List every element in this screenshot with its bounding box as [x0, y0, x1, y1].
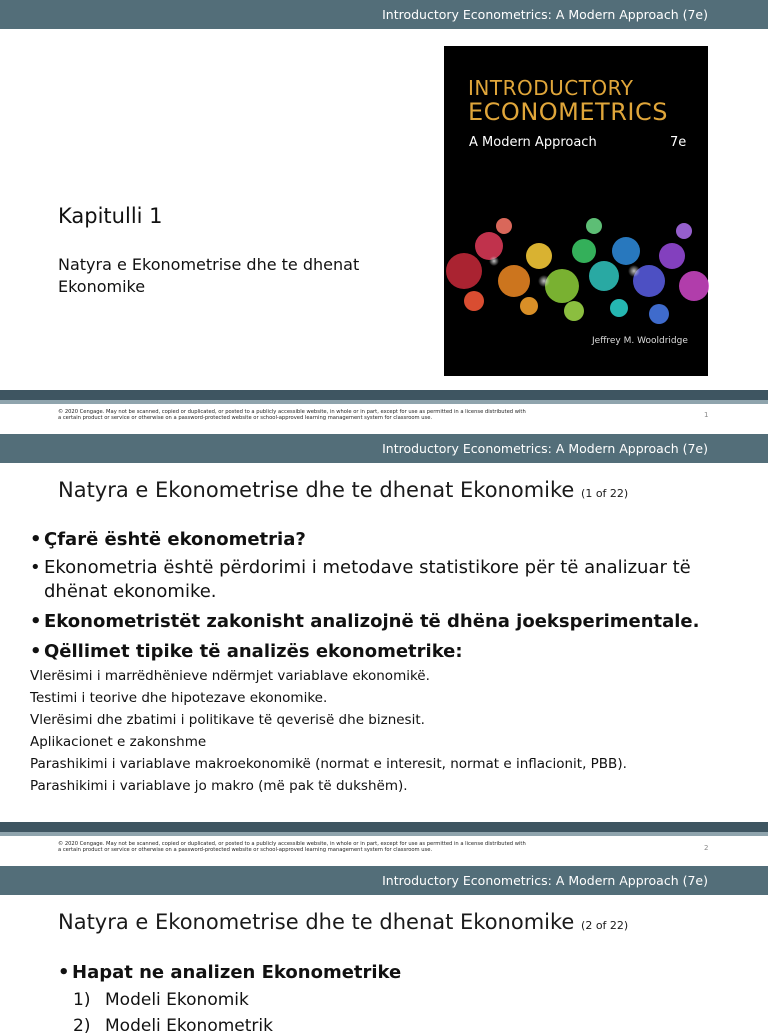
list-item: Aplikacionet e zakonshme [30, 734, 207, 750]
page-number: 2 [704, 844, 709, 852]
slide-3 [0, 866, 768, 1036]
cover-title-line1: INTRODUCTORY [468, 76, 634, 100]
bullet-4: • Qëllimet tipike të analizës ekonometrike: [30, 641, 463, 662]
copyright-notice: © 2020 Cengage. May not be scanned, copied or duplicated, or posted to a publicly accessible website, in whole or in part, except for use as permitted in a license distributed with a certain product or service or otherwise on a password-protected website or school-approved learning management system for classroom use. [58, 409, 526, 422]
cover-title-line2: ECONOMETRICS [468, 98, 668, 126]
bullet-1: • Hapat ne analizen Ekonometrike [58, 962, 402, 983]
list-item: Parashikimi i variablave jo makro (më pak të dukshëm). [30, 778, 408, 794]
list-item: Vlerësimi dhe zbatimi i politikave të qeverisë dhe biznesit. [30, 712, 425, 728]
slide-count: (2 of 22) [581, 919, 629, 932]
slide-header: Introductory Econometrics: A Modern Approach (7e) [0, 866, 768, 895]
chapter-title: Kapitulli 1 [58, 204, 163, 228]
slide-header: Introductory Econometrics: A Modern Approach (7e) [0, 434, 768, 463]
slide-1 [0, 0, 768, 432]
bullet-3: • Ekonometristët zakonisht analizojnë të dhëna joeksperimentale. [30, 611, 700, 632]
bullet-2: • Ekonometria është përdorimi i metodave statistikore për të analizuar të dhënat ekonomike. [30, 557, 691, 602]
cover-edition: 7e [670, 135, 687, 150]
list-item: Testimi i teorive dhe hipotezave ekonomike. [30, 690, 328, 706]
cover-subtitle: A Modern Approach [469, 135, 597, 150]
bullet-1: • Çfarë është ekonometria? [30, 529, 306, 550]
slide-count: (1 of 22) [581, 487, 629, 500]
footer-band-light [0, 832, 768, 836]
numbered-step: 2) Modeli Ekonometrik [73, 1016, 273, 1036]
list-item: Vlerësimi i marrëdhënieve ndërmjet variablave ekonomikë. [30, 668, 430, 684]
numbered-step: 1) Modeli Ekonomik [73, 990, 249, 1010]
book-cover [444, 46, 708, 376]
copyright-notice: © 2020 Cengage. May not be scanned, copied or duplicated, or posted to a publicly accessible website, in whole or in part, except for use as permitted in a license distributed with a certain product or service or otherwise on a password-protected website or school-approved learning management system for classroom use. [58, 841, 526, 854]
slide-header: Introductory Econometrics: A Modern Approach (7e) [0, 0, 768, 29]
slide-2 [0, 434, 768, 866]
page-number: 1 [704, 411, 709, 419]
cover-author: Jeffrey M. Wooldridge [592, 336, 688, 346]
list-item: Parashikimi i variablave makroekonomikë (normat e interesit, normat e inflacionit, PBB). [30, 756, 627, 772]
footer-band-light [0, 400, 768, 404]
slide-title: Natyra e Ekonometrise dhe te dhenat Ekonomike (1 of 22) [58, 478, 629, 502]
chapter-subtitle: Natyra e Ekonometrise dhe te dhenat Ekonomike [58, 255, 360, 296]
slide-title: Natyra e Ekonometrise dhe te dhenat Ekonomike (2 of 22) [58, 910, 629, 934]
